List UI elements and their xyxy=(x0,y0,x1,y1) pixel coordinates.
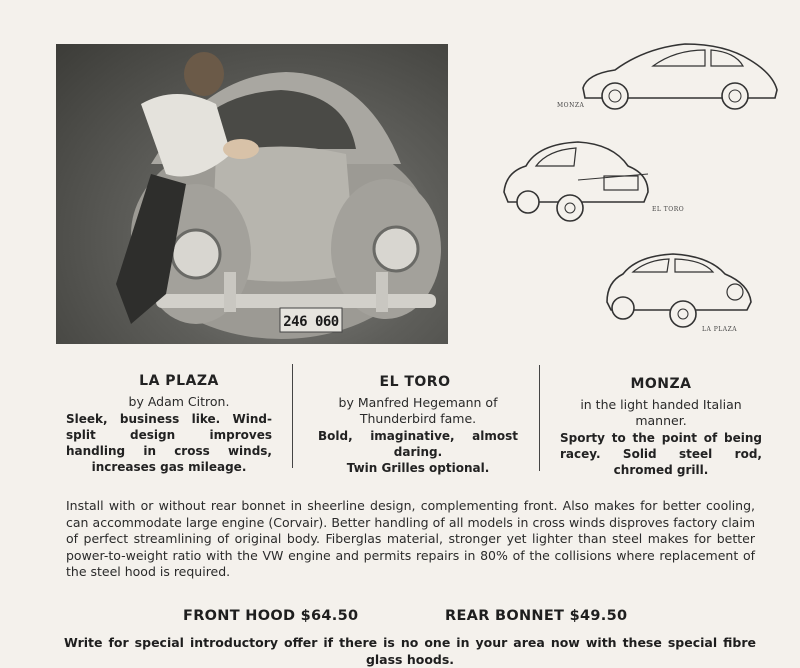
la-plaza-sketch xyxy=(603,250,755,332)
car-photo xyxy=(56,44,448,344)
la-plaza-title: LA PLAZA xyxy=(139,373,219,389)
column-divider xyxy=(292,364,293,468)
license-plate: 246 060 xyxy=(283,314,339,330)
monza-title: MONZA xyxy=(630,376,692,392)
el-toro-title: EL TORO xyxy=(379,374,451,390)
introductory-offer: Write for special introductory offer if there is no one in your area now with these special fibre glass hoods. xyxy=(64,635,756,667)
rear-bonnet-price: REAR BONNET $49.50 xyxy=(445,608,628,624)
monza-designer: in the light handed Italian manner. xyxy=(580,397,742,428)
el-toro-designer: by Manfred Hegemann of Thunderbird fame. xyxy=(338,395,498,426)
column-divider xyxy=(539,365,540,471)
el-toro-sketch-label: EL TORO xyxy=(652,206,685,213)
la-plaza-designer: by Adam Citron. xyxy=(128,394,230,409)
el-toro-option: Twin Grilles optional. xyxy=(346,461,490,475)
la-plaza-description: Sleek, business like. Wind-split design improves handling in cross winds, increases gas mileage. xyxy=(66,412,272,474)
monza-sketch xyxy=(575,38,785,112)
product-description: Install with or without rear bonnet in sheerline design, complementing front. Also makes for better cooling, can accommodate large engine (Corvair). Better handling of all models in cross winds disproves factory claim of perfect streamlining of original body. Fiberglas material, stronger yet lighter than steel makes for better power-to-weight ratio with the VW engine and permits repairs in 80% of the collisions where replacement of the steel hood is required. xyxy=(66,498,755,579)
el-toro-sketch xyxy=(498,136,653,224)
el-toro-description: Bold, imaginative, almost daring. xyxy=(318,429,518,459)
front-hood-price: FRONT HOOD $64.50 xyxy=(183,608,359,624)
monza-sketch-label: MONZA xyxy=(557,102,585,109)
la-plaza-sketch-label: LA PLAZA xyxy=(702,326,738,333)
monza-description: Sporty to the point of being racey. Solid steel rod, chromed grill. xyxy=(560,431,762,477)
